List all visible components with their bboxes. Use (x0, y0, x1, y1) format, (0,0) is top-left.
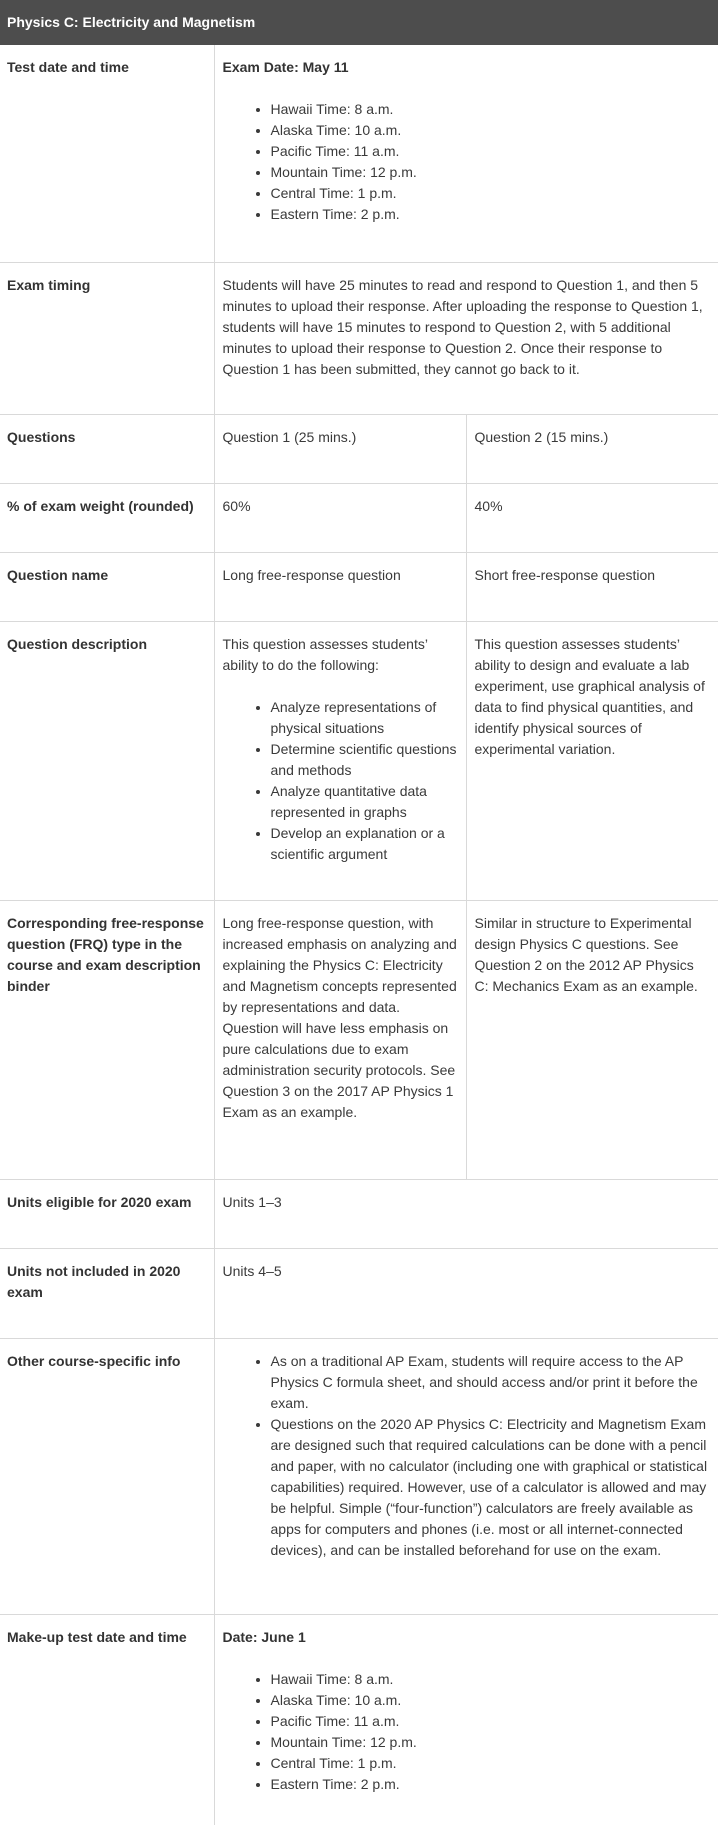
list-item: • Alaska Time: 10 a.m. (271, 1690, 711, 1711)
time-list (223, 1669, 711, 1795)
q2-weight: 40% (466, 484, 718, 553)
row-label: Questions (0, 415, 214, 484)
list-item: • Pacific Time: 11 a.m. (271, 141, 711, 162)
row-weight (0, 484, 718, 553)
row-units-excluded (0, 1249, 718, 1339)
list-item: • Questions on the 2020 AP Physics C: Electricity and Magnetism Exam are designed such that required calculations can be done with a pencil and paper, with no calculator (including one with graphical or statistical capabilities) required. However, use of a calculator is allowed and may be helpful. Simple (“four-function”) calculators are freely available as apps for computers and phones (i.e. most or all internet-connected devices), and can be installed beforehand for use on the exam. (271, 1414, 711, 1561)
list-item: • Analyze quantitative data represented in graphs (271, 781, 458, 823)
other-info-cell (214, 1339, 718, 1615)
row-label: Units not included in 2020 exam (0, 1249, 214, 1339)
exam-timing-text: Students will have 25 minutes to read and respond to Question 1, and then 5 minutes to upload their response. After uploading the response to Question 1, students will have 15 minutes to respond to Question 2, with 5 additional minutes to upload their response to Question 2. Once their response to Question 1 has been submitted, they cannot go back to it. (214, 263, 718, 415)
row-label: Exam timing (0, 263, 214, 415)
row-label: Question description (0, 622, 214, 901)
row-question-name (0, 553, 718, 622)
list-item: • Hawaii Time: 8 a.m. (271, 99, 711, 120)
q1-weight: 60% (214, 484, 466, 553)
list-item: • Central Time: 1 p.m. (271, 1753, 711, 1774)
question-2-header: Question 2 (15 mins.) (466, 415, 718, 484)
row-questions (0, 415, 718, 484)
row-question-description (0, 622, 718, 901)
list-item: • Mountain Time: 12 p.m. (271, 1732, 711, 1753)
info-list (223, 1351, 711, 1561)
row-label: % of exam weight (rounded) (0, 484, 214, 553)
list-item: • Analyze representations of physical situations (271, 697, 458, 739)
list-item: • Pacific Time: 11 a.m. (271, 1711, 711, 1732)
row-units-eligible (0, 1180, 718, 1249)
row-label: Question name (0, 553, 214, 622)
list-item: • Develop an explanation or a scientific argument (271, 823, 458, 865)
list-item: • Determine scientific questions and methods (271, 739, 458, 781)
row-frq-type (0, 901, 718, 1180)
time-list (223, 99, 711, 225)
makeup-date-heading: Date: June 1 (222, 1629, 306, 1645)
list-item: • Mountain Time: 12 p.m. (271, 162, 711, 183)
list-item: • Hawaii Time: 8 a.m. (271, 1669, 711, 1690)
row-exam-timing (0, 263, 718, 415)
list-item: • Central Time: 1 p.m. (271, 183, 711, 204)
list-item: • Alaska Time: 10 a.m. (271, 120, 711, 141)
q1-description-intro: This question assesses students’ ability to do the following: (222, 636, 428, 673)
q1-name: Long free-response question (214, 553, 466, 622)
row-test-date (0, 45, 718, 263)
row-label: Other course-specific info (0, 1339, 214, 1615)
row-other-info (0, 1339, 718, 1615)
row-label: Make-up test date and time (0, 1615, 214, 1825)
skill-list (223, 697, 458, 865)
list-item: • Eastern Time: 2 p.m. (271, 1774, 711, 1795)
q2-name: Short free-response question (466, 553, 718, 622)
q2-frq-type: Similar in structure to Experimental design Physics C questions. See Question 2 on the 2012 AP Physics C: Mechanics Exam as an example. (466, 901, 718, 1180)
units-excluded-value: Units 4–5 (214, 1249, 718, 1339)
row-label: Units eligible for 2020 exam (0, 1180, 214, 1249)
row-label: Test date and time (0, 45, 214, 263)
test-date-cell (214, 45, 718, 263)
q2-description: This question assesses students’ ability to design and evaluate a lab experiment, use graphical analysis of data to find physical quantities, and identify physical sources of experimental variation. (466, 622, 718, 901)
question-1-header: Question 1 (25 mins.) (214, 415, 466, 484)
list-item: • As on a traditional AP Exam, students will require access to the AP Physics C formula sheet, and should access and/or print it before the exam. (271, 1351, 711, 1414)
makeup-date-cell (214, 1615, 718, 1825)
exam-date-heading: Exam Date: May 11 (222, 59, 349, 75)
units-eligible-value: Units 1–3 (214, 1180, 718, 1249)
row-makeup-date (0, 1615, 718, 1825)
q1-description (214, 622, 466, 901)
list-item: • Eastern Time: 2 p.m. (271, 204, 711, 225)
q1-frq-type: Long free-response question, with increased emphasis on analyzing and explaining the Physics C: Electricity and Magnetism concepts represented by representations and data. Question will have less emphasis on pure calculations due to exam administration security protocols. See Question 3 on the 2017 AP Physics 1 Exam as an example. (214, 901, 466, 1180)
row-label: Corresponding free-response question (FRQ) type in the course and exam description binder (0, 901, 214, 1180)
table-title: Physics C: Electricity and Magnetism (0, 0, 718, 45)
